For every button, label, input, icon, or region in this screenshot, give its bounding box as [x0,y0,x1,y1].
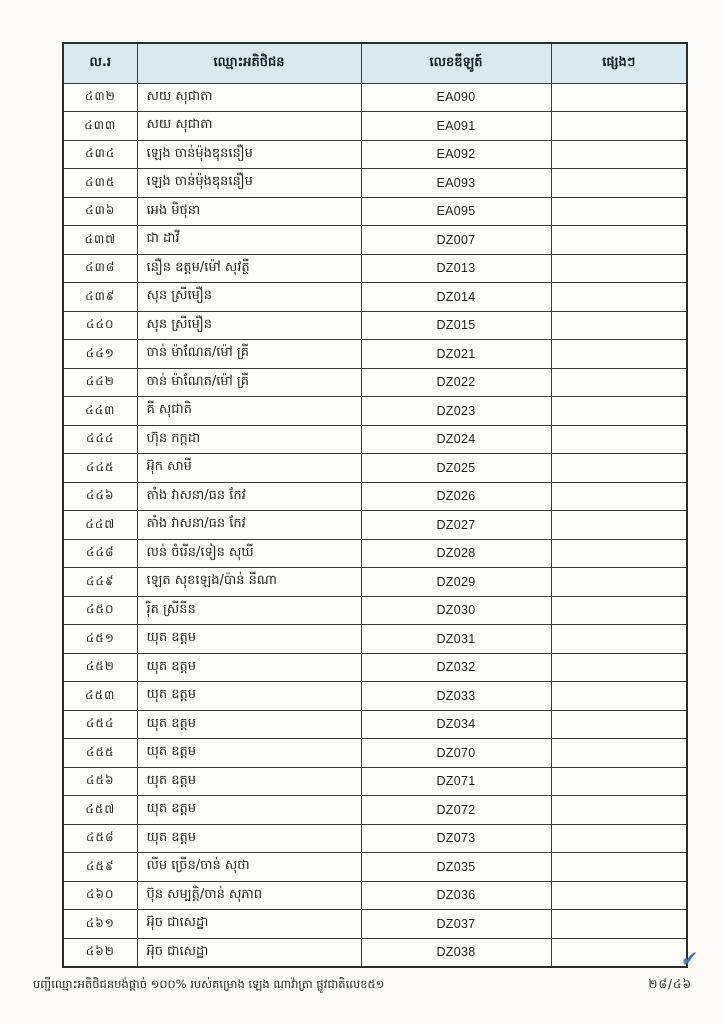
cell-other [551,539,687,568]
cell-lot-number: DZ028 [361,539,551,568]
cell-row-number: ៤៤០ [63,311,137,340]
customer-payment-table [62,42,688,968]
cell-customer-name: យុត ឧត្តម [137,625,361,654]
cell-other [551,910,687,939]
cell-customer-name: គី សុជាតិ [137,397,361,426]
cell-customer-name: ចាន់ ម៉ាណែត/ម៉ៅ គ្រី [137,340,361,369]
cell-lot-number: DZ021 [361,340,551,369]
cell-other [551,682,687,711]
cell-lot-number: DZ025 [361,454,551,483]
cell-other [551,653,687,682]
table-row [63,511,687,540]
cell-other [551,197,687,226]
table-row [63,796,687,825]
cell-customer-name: យុត ឧត្តម [137,739,361,768]
cell-row-number: ៤៤៤ [63,425,137,454]
cell-customer-name: សយ សុជាតា [137,83,361,112]
cell-other [551,454,687,483]
cell-other [551,226,687,255]
table-row [63,169,687,198]
cell-lot-number: DZ022 [361,368,551,397]
cell-other [551,368,687,397]
cell-lot-number: DZ070 [361,739,551,768]
cell-other [551,739,687,768]
table-row [63,482,687,511]
cell-other [551,425,687,454]
cell-customer-name: យុត ឧត្តម [137,653,361,682]
table-row [63,83,687,112]
table-row [63,881,687,910]
cell-row-number: ៤៥៥ [63,739,137,768]
cell-row-number: ៤៥៣ [63,682,137,711]
cell-row-number: ៤៥៨ [63,824,137,853]
cell-other [551,283,687,312]
cell-row-number: ៤៦១ [63,910,137,939]
cell-other [551,568,687,597]
cell-customer-name: ហ៊ុន កក្កដា [137,425,361,454]
table-row [63,910,687,939]
cell-lot-number: EA095 [361,197,551,226]
table-row [63,140,687,169]
table-row [63,425,687,454]
cell-row-number: ៤៦០ [63,881,137,910]
cell-customer-name: សុន ស្រីមឿន [137,283,361,312]
cell-other [551,83,687,112]
cell-row-number: ៤៤៩ [63,568,137,597]
cell-other [551,511,687,540]
cell-lot-number: EA091 [361,112,551,141]
cell-lot-number: DZ073 [361,824,551,853]
cell-row-number: ៤៥០ [63,596,137,625]
cell-row-number: ៤៤៣ [63,397,137,426]
cell-other [551,311,687,340]
cell-other [551,710,687,739]
cell-lot-number: DZ015 [361,311,551,340]
cell-customer-name: យុត ឧត្តម [137,767,361,796]
cell-customer-name: តាំង វាសនា/ធន កែវ [137,482,361,511]
cell-row-number: ៤៥៧ [63,796,137,825]
cell-row-number: ៤៣៤ [63,140,137,169]
cell-lot-number: EA090 [361,83,551,112]
cell-customer-name: ចាន់ ម៉ាណែត/ម៉ៅ គ្រី [137,368,361,397]
cell-other [551,482,687,511]
table-row [63,682,687,711]
cell-lot-number: DZ034 [361,710,551,739]
cell-customer-name: លន់ ចំរើន/ទៀន សុឃី [137,539,361,568]
cell-other [551,254,687,283]
page-number: ២៨/៤៦ [648,977,692,991]
header-cell-other: ផ្សេងៗ [551,43,687,83]
cell-customer-name: យុត ឧត្តម [137,682,361,711]
table-row [63,454,687,483]
cell-lot-number: DZ072 [361,796,551,825]
table-row [63,767,687,796]
cell-lot-number: EA092 [361,140,551,169]
table-row [63,254,687,283]
cell-other [551,596,687,625]
cell-customer-name: យុត ឧត្តម [137,710,361,739]
cell-row-number: ៤៥៦ [63,767,137,796]
cell-row-number: ៤៤៦ [63,482,137,511]
table-row [63,568,687,597]
table-row [63,625,687,654]
cell-lot-number: DZ024 [361,425,551,454]
cell-customer-name: សុន ស្រីមឿន [137,311,361,340]
table-row [63,311,687,340]
cell-other [551,112,687,141]
table-body [63,83,687,967]
cell-row-number: ៤៤៨ [63,539,137,568]
cell-customer-name: អ៊ុក សាមី [137,454,361,483]
cell-other [551,824,687,853]
cell-lot-number: DZ026 [361,482,551,511]
cell-other [551,767,687,796]
cell-lot-number: DZ071 [361,767,551,796]
cell-lot-number: DZ014 [361,283,551,312]
cell-row-number: ៤៥១ [63,625,137,654]
cell-row-number: ៤៣៦ [63,197,137,226]
table-row [63,539,687,568]
cell-row-number: ៤៣៣ [63,112,137,141]
cell-lot-number: DZ035 [361,853,551,882]
cell-lot-number: DZ033 [361,682,551,711]
cell-other [551,169,687,198]
cell-row-number: ៤៣២ [63,83,137,112]
cell-customer-name: យុត ឧត្តម [137,824,361,853]
cell-row-number: ៤៥៤ [63,710,137,739]
cell-customer-name: នឿន ឧត្តម/ម៉ៅ សុវត្ថី [137,254,361,283]
cell-lot-number: DZ031 [361,625,551,654]
cell-row-number: ៤៤១ [63,340,137,369]
table-row [63,368,687,397]
cell-customer-name: លីម ច្រើន/ចាន់ សុថា [137,853,361,882]
cell-customer-name: តាំង វាសនា/ធន កែវ [137,511,361,540]
cell-row-number: ៤៦២ [63,938,137,967]
cell-customer-name: ជា ដាវី [137,226,361,255]
table-row [63,653,687,682]
table-row [63,938,687,967]
cell-other [551,140,687,169]
cell-other [551,796,687,825]
cell-customer-name: ឡេង ចាន់ម៉ុងឌុននឿម [137,169,361,198]
footer-caption: បញ្ជីឈ្មោះអតិថិជនបង់ផ្ដាច់ ១០០% របស់គម្រោង ឡេង ណាវ៉ាត្រា ផ្លូវជាតិលេខ៥១ [33,977,385,991]
cell-customer-name: អ៊ុច ជាសេដ្ឋា [137,938,361,967]
cell-lot-number: DZ013 [361,254,551,283]
cell-customer-name: អ៊ុច ជាសេដ្ឋា [137,910,361,939]
table-row [63,197,687,226]
cell-lot-number: DZ032 [361,653,551,682]
blue-pen-checkmark-icon: ✔ [681,947,699,971]
cell-lot-number: EA093 [361,169,551,198]
cell-row-number: ៤៤២ [63,368,137,397]
table-row [63,112,687,141]
cell-row-number: ៤៤៧ [63,511,137,540]
cell-lot-number: DZ007 [361,226,551,255]
cell-other [551,853,687,882]
cell-customer-name: ប៊ុន សម្បត្តិ/ចាន់ សុភាព [137,881,361,910]
cell-row-number: ៤៣៩ [63,283,137,312]
table-header-row [63,43,687,83]
cell-other [551,938,687,967]
cell-row-number: ៤៣៥ [63,169,137,198]
cell-other [551,881,687,910]
header-cell-number: ល.រ [63,43,137,83]
cell-row-number: ៤៤៥ [63,454,137,483]
cell-customer-name: សយ សុជាតា [137,112,361,141]
cell-customer-name: យុត ឧត្តម [137,796,361,825]
table-row [63,397,687,426]
cell-other [551,397,687,426]
cell-lot-number: DZ030 [361,596,551,625]
cell-lot-number: DZ038 [361,938,551,967]
table-row [63,739,687,768]
cell-customer-name: ឡេង ចាន់ម៉ុងឌុននឿម [137,140,361,169]
cell-customer-name: រ៉ិត ស្រីនីន [137,596,361,625]
table-row [63,226,687,255]
cell-lot-number: DZ029 [361,568,551,597]
cell-lot-number: DZ036 [361,881,551,910]
table-row [63,853,687,882]
cell-lot-number: DZ027 [361,511,551,540]
page-footer [33,976,692,994]
cell-row-number: ៤៣៨ [63,254,137,283]
cell-other [551,625,687,654]
table-row [63,283,687,312]
table-row [63,596,687,625]
table-row [63,710,687,739]
cell-lot-number: DZ023 [361,397,551,426]
header-cell-customer-name: ឈ្មោះអតិថិជន [137,43,361,83]
cell-customer-name: អេង មិថុនា [137,197,361,226]
table-row [63,824,687,853]
table-row [63,340,687,369]
cell-customer-name: ឡេត សុខឡេង/ប៉ាន់ នីណា [137,568,361,597]
cell-row-number: ៤៥៩ [63,853,137,882]
cell-row-number: ៤៥២ [63,653,137,682]
cell-lot-number: DZ037 [361,910,551,939]
cell-other [551,340,687,369]
cell-row-number: ៤៣៧ [63,226,137,255]
header-cell-lot-number: លេខឌីឡូត៍ [361,43,551,83]
